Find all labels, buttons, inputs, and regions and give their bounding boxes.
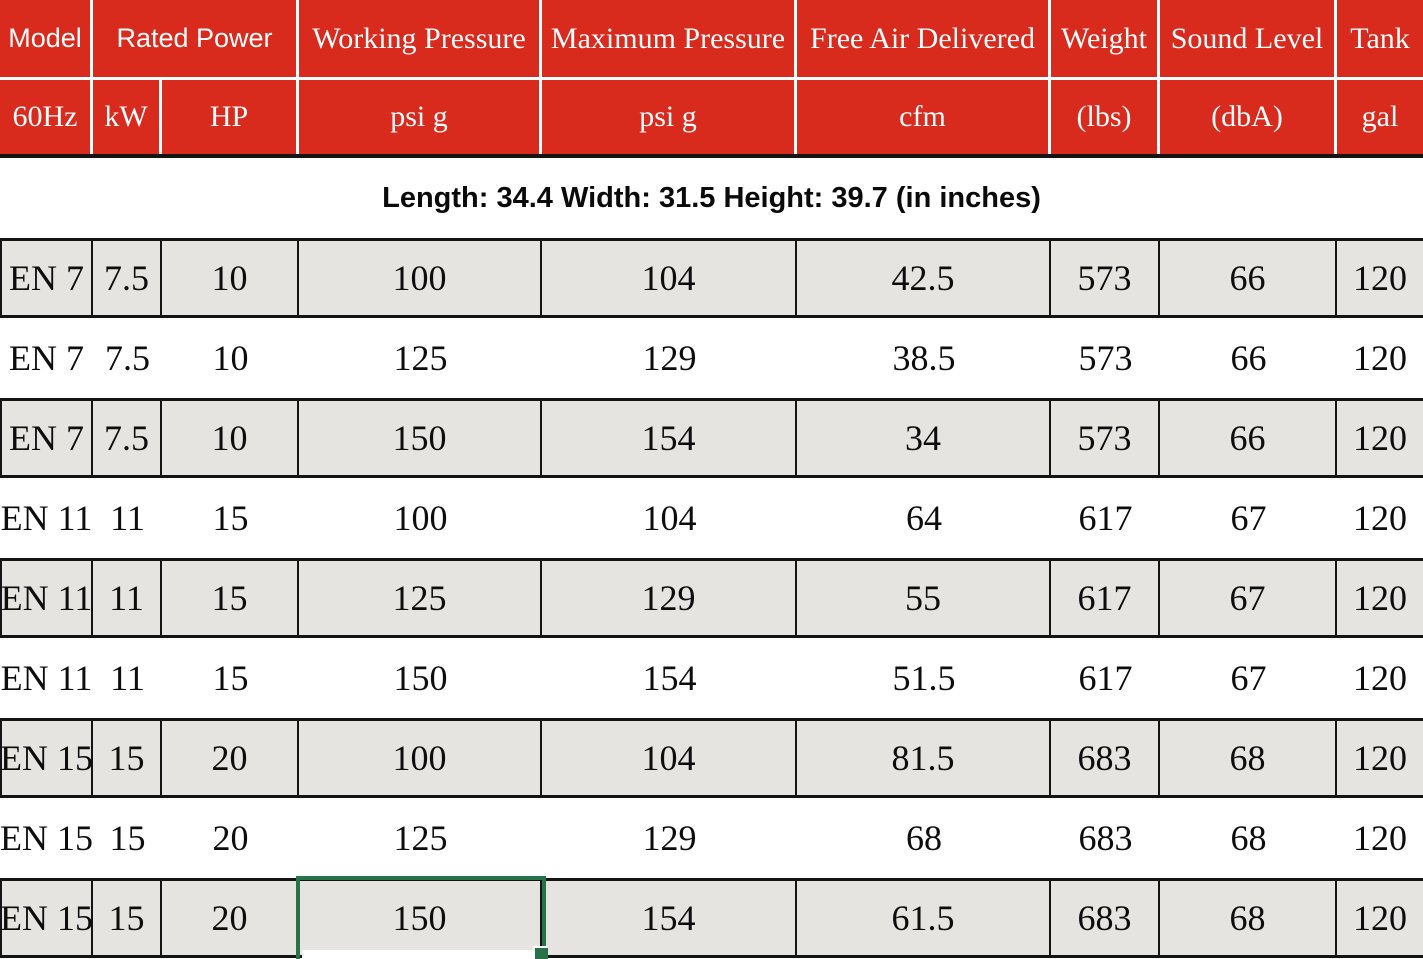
cell-r1-c7[interactable]: 573 [1051,241,1160,315]
header-unit-psig-maximum[interactable]: psi g [542,80,797,154]
table-row [0,558,1423,638]
cell-r7-c9[interactable]: 120 [1337,721,1423,795]
cell-r9-c5[interactable]: 154 [542,881,797,955]
cell-r6-c3[interactable]: 15 [212,658,249,698]
cell-r1-c2[interactable]: 7.5 [93,241,162,315]
table-body [0,238,1423,958]
cell-r5-c9[interactable]: 120 [1337,561,1423,635]
cell-r9-c9[interactable]: 120 [1337,881,1423,955]
selected-cell-outline [296,876,546,959]
fill-handle[interactable] [533,946,548,959]
cell-r7-c2[interactable]: 15 [93,721,162,795]
cell-r1-c1[interactable]: EN 7 [0,241,93,315]
cell-r9-c2[interactable]: 15 [93,881,162,955]
cell-r5-c7[interactable]: 617 [1051,561,1160,635]
cell-r6-c1[interactable]: EN 11 [0,658,93,698]
header-unit-psig-working[interactable]: psi g [299,80,542,154]
cell-r7-c1[interactable]: EN 15 [0,721,93,795]
cell-r9-c1[interactable]: EN 15 [0,881,93,955]
cell-r4-c4[interactable]: 100 [393,498,448,538]
header-working-pressure[interactable]: Working Pressure [299,0,542,80]
table-row [0,718,1423,798]
cell-r8-c3[interactable]: 20 [212,818,249,858]
table-row [0,238,1423,318]
cell-r2-c7[interactable]: 573 [1078,338,1133,378]
cell-r7-c6[interactable]: 81.5 [797,721,1051,795]
cell-r7-c8[interactable]: 68 [1160,721,1337,795]
cell-r6-c6[interactable]: 51.5 [892,658,956,698]
cell-r4-c5[interactable]: 104 [642,498,697,538]
cell-r1-c3[interactable]: 10 [162,241,299,315]
header-weight[interactable]: Weight [1051,0,1160,80]
cell-r4-c1[interactable]: EN 11 [0,498,93,538]
cell-r5-c3[interactable]: 15 [162,561,299,635]
cell-r6-c8[interactable]: 67 [1230,658,1267,698]
cell-r3-c6[interactable]: 34 [797,401,1051,475]
cell-r8-c1[interactable]: EN 15 [0,818,93,858]
cell-r5-c8[interactable]: 67 [1160,561,1337,635]
cell-r3-c3[interactable]: 10 [162,401,299,475]
cell-r4-c8[interactable]: 67 [1230,498,1267,538]
cell-r3-c9[interactable]: 120 [1337,401,1423,475]
cell-r2-c6[interactable]: 38.5 [892,338,956,378]
cell-r6-c2[interactable]: 11 [110,658,145,698]
cell-r3-c1[interactable]: EN 7 [0,401,93,475]
cell-r5-c1[interactable]: EN 11 [0,561,93,635]
cell-r8-c6[interactable]: 68 [906,818,942,858]
cell-r2-c4[interactable]: 125 [393,338,448,378]
cell-r8-c7[interactable]: 683 [1078,818,1133,858]
header-model[interactable]: Model [0,0,93,80]
table-row [0,638,1423,718]
cell-r8-c9[interactable]: 120 [1353,818,1407,858]
dimensions-row[interactable]: Length: 34.4 Width: 31.5 Height: 39.7 (in inches) [0,158,1423,238]
cell-r1-c4[interactable]: 100 [299,241,542,315]
cell-r9-c7[interactable]: 683 [1051,881,1160,955]
header-rated-power[interactable]: Rated Power [93,0,299,80]
cell-r2-c3[interactable]: 10 [212,338,249,378]
cell-r5-c4[interactable]: 125 [299,561,542,635]
header-unit-cfm[interactable]: cfm [797,80,1051,154]
cell-r8-c8[interactable]: 68 [1230,818,1267,858]
header-row-1 [0,0,1423,80]
cell-r8-c5[interactable]: 129 [642,818,697,858]
header-unit-60hz[interactable]: 60Hz [0,80,93,154]
cell-r4-c3[interactable]: 15 [212,498,249,538]
cell-r7-c3[interactable]: 20 [162,721,299,795]
cell-r5-c5[interactable]: 129 [542,561,797,635]
header-unit-kw[interactable]: kW [93,80,162,154]
header-unit-hp[interactable]: HP [162,80,299,154]
cell-r7-c5[interactable]: 104 [542,721,797,795]
cell-r9-c6[interactable]: 61.5 [797,881,1051,955]
cell-r3-c4[interactable]: 150 [299,401,542,475]
cell-r3-c7[interactable]: 573 [1051,401,1160,475]
table-row [0,398,1423,478]
header-sound-level[interactable]: Sound Level [1160,0,1337,80]
header-free-air-delivered[interactable]: Free Air Delivered [797,0,1051,80]
cell-r7-c4[interactable]: 100 [299,721,542,795]
cell-r6-c5[interactable]: 154 [642,658,697,698]
cell-r1-c9[interactable]: 120 [1337,241,1423,315]
cell-r6-c7[interactable]: 617 [1078,658,1133,698]
table-row [0,878,1423,958]
header-unit-gal[interactable]: gal [1337,80,1423,154]
cell-r9-c4[interactable]: 150 [299,881,542,955]
cell-r9-c3[interactable]: 20 [162,881,299,955]
cell-r3-c2[interactable]: 7.5 [93,401,162,475]
header-maximum-pressure[interactable]: Maximum Pressure [542,0,797,80]
header-unit-lbs[interactable]: (lbs) [1051,80,1160,154]
cell-r5-c6[interactable]: 55 [797,561,1051,635]
cell-r6-c4[interactable]: 150 [393,658,448,698]
cell-r1-c8[interactable]: 66 [1160,241,1337,315]
cell-r5-c2[interactable]: 11 [93,561,162,635]
header-unit-dba[interactable]: (dbA) [1160,80,1337,154]
cell-r4-c7[interactable]: 617 [1078,498,1133,538]
cell-r3-c5[interactable]: 154 [542,401,797,475]
cell-r2-c9[interactable]: 120 [1353,338,1407,378]
header-row-2 [0,80,1423,158]
cell-r2-c8[interactable]: 66 [1230,338,1267,378]
cell-r4-c9[interactable]: 120 [1353,498,1407,538]
cell-r2-c1[interactable]: EN 7 [9,338,84,378]
table-row [0,318,1423,398]
cell-r6-c9[interactable]: 120 [1353,658,1407,698]
cell-r1-c6[interactable]: 42.5 [797,241,1051,315]
cell-r1-c5[interactable]: 104 [542,241,797,315]
table-row [0,478,1423,558]
cell-r3-c8[interactable]: 66 [1160,401,1337,475]
cell-r2-c5[interactable]: 129 [642,338,697,378]
cell-r7-c7[interactable]: 683 [1051,721,1160,795]
table-row [0,798,1423,878]
cell-r9-c8[interactable]: 68 [1160,881,1337,955]
cell-r4-c2[interactable]: 11 [110,498,145,538]
cell-r2-c2[interactable]: 7.5 [105,338,150,378]
header-tank[interactable]: Tank [1337,0,1423,80]
cell-r8-c4[interactable]: 125 [393,818,448,858]
selection-bottom-strip [302,950,533,959]
cell-r4-c6[interactable]: 64 [906,498,942,538]
cell-r8-c2[interactable]: 15 [109,818,146,858]
